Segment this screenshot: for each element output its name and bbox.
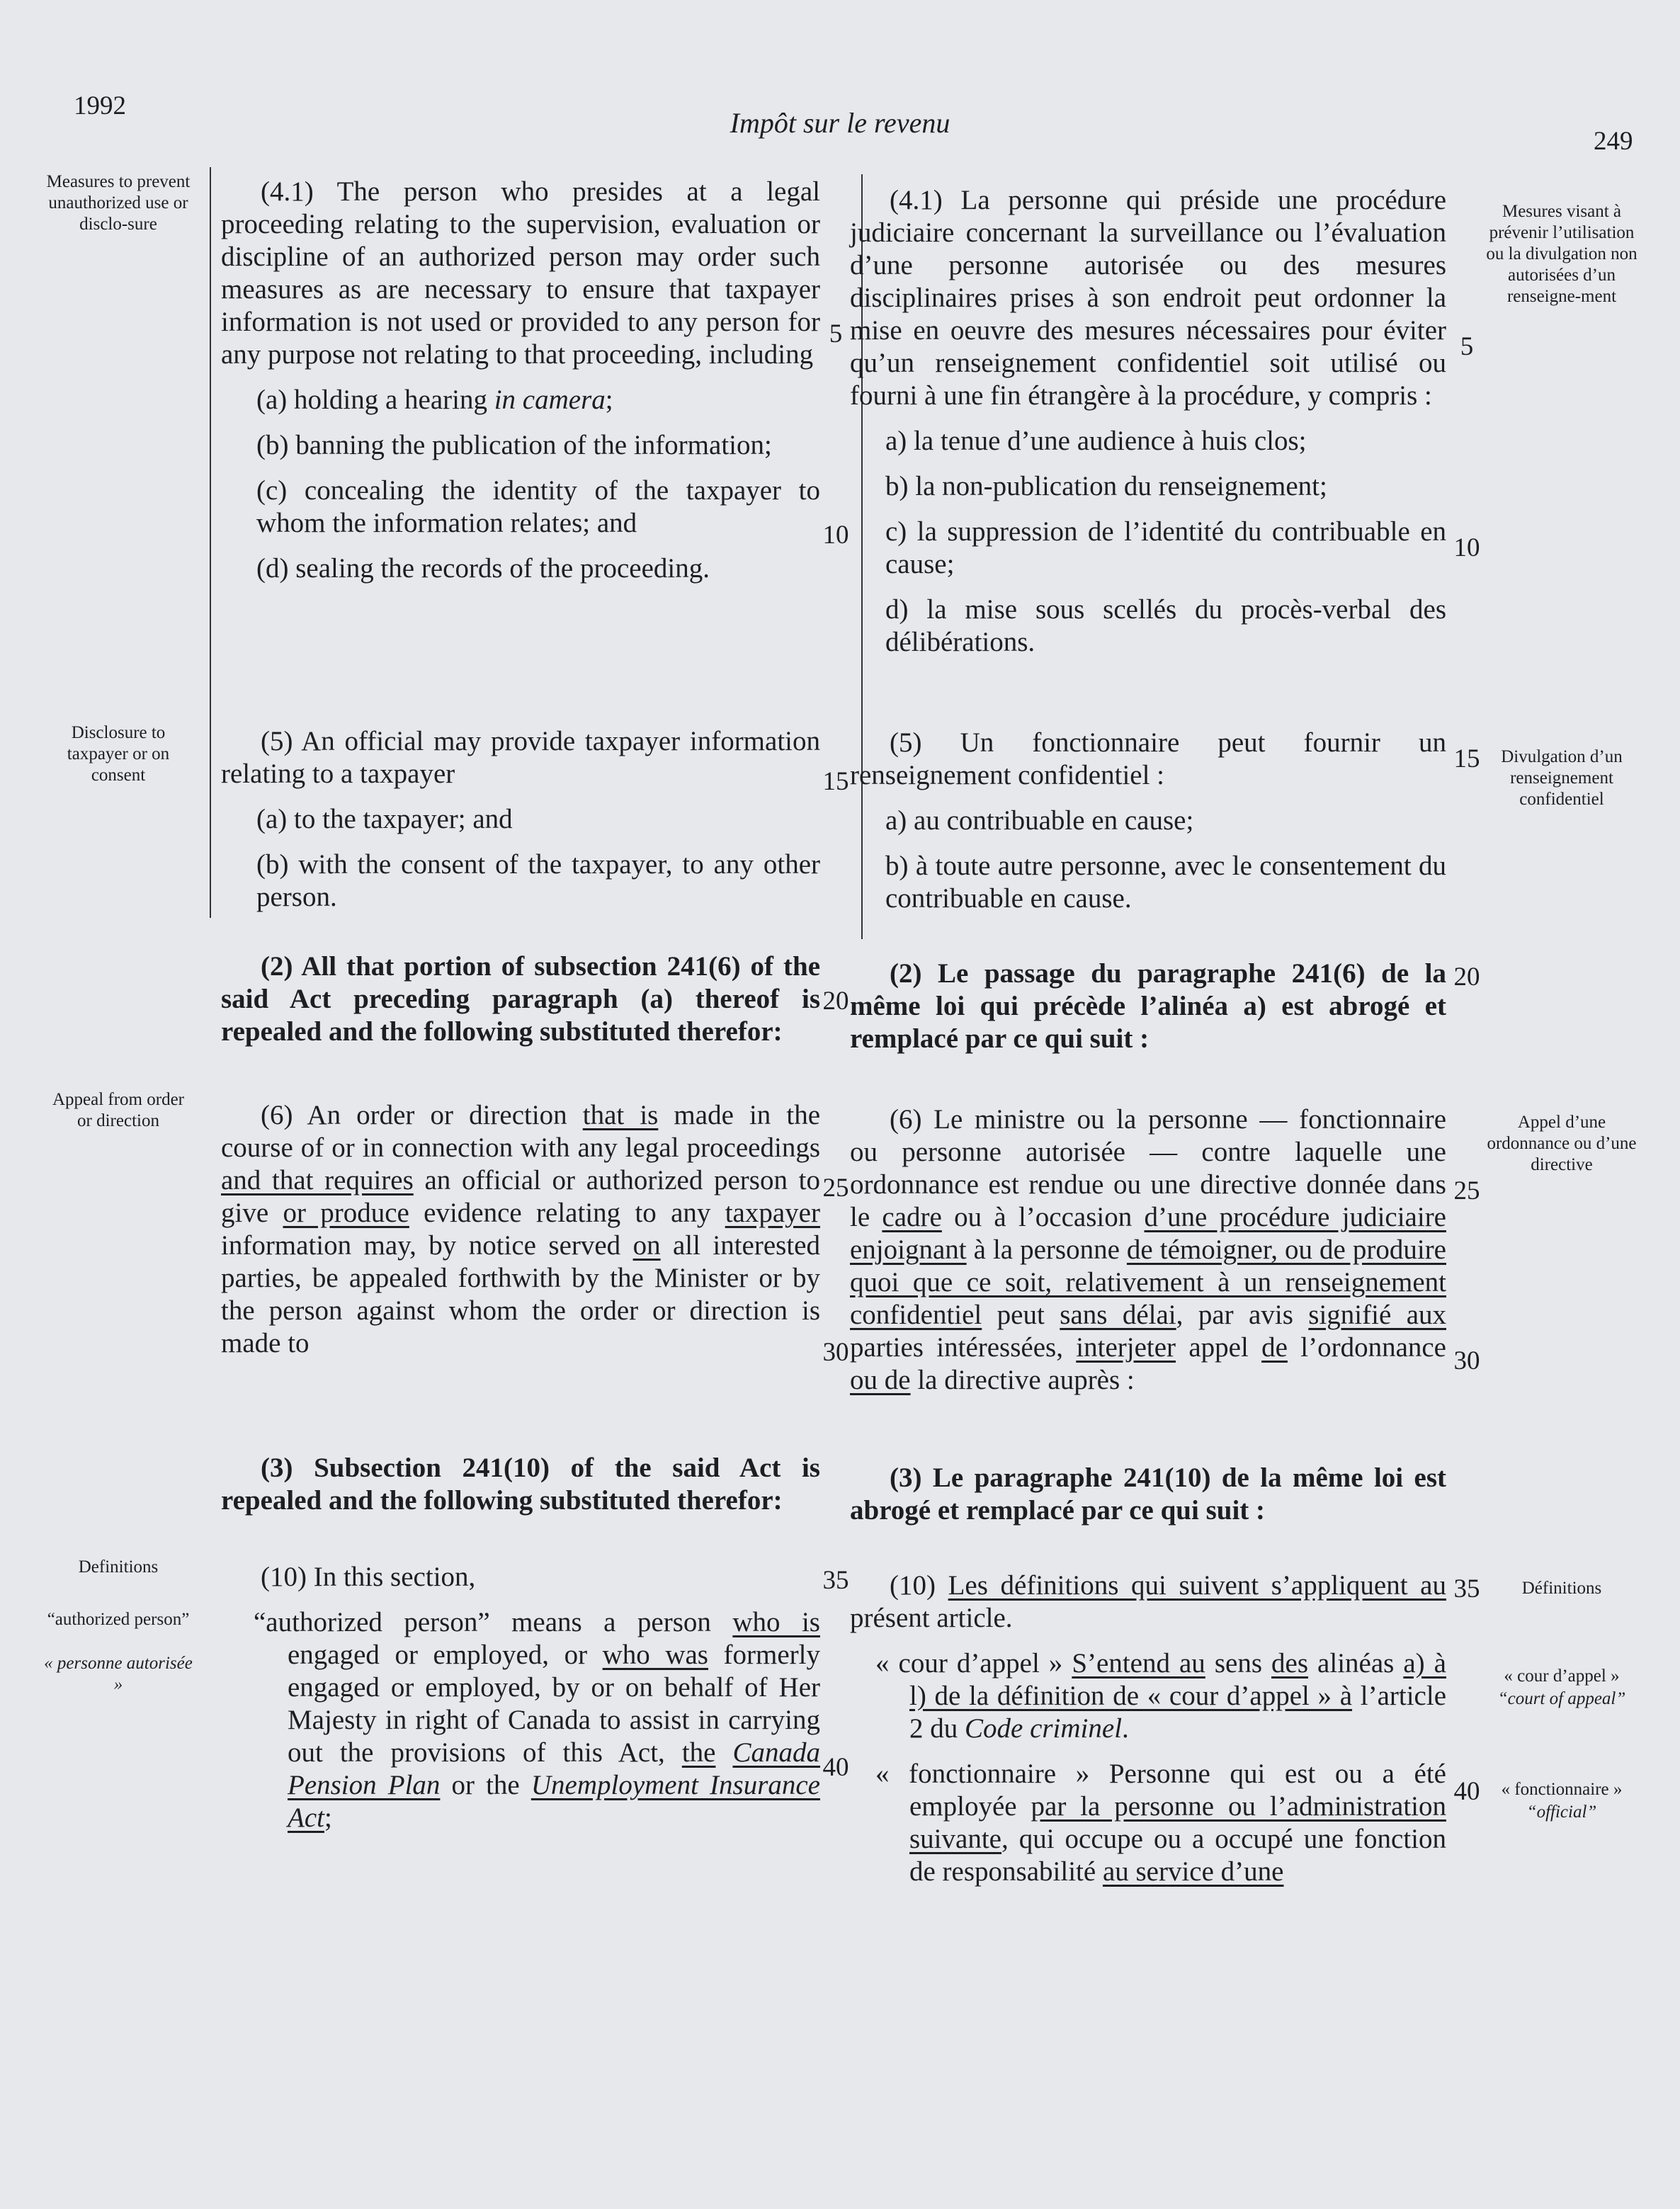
line-number-30: 30 — [822, 1338, 849, 1367]
french-s41-a: a) la tenue d’une audience à huis clos; — [885, 426, 1307, 456]
line-number-right-35: 35 — [1453, 1574, 1480, 1603]
line-number-15: 15 — [822, 767, 849, 796]
margin-note-appel: Appel d’une ordonnance ou d’une directive — [1487, 1113, 1637, 1174]
year: 1992 — [74, 91, 126, 120]
english-s5-a: (a) to the taxpayer; and — [256, 804, 513, 834]
french-s5-a: a) au contribuable en cause; — [885, 805, 1194, 836]
english-s41-d: (d) sealing the records of the proceeding. — [256, 553, 710, 584]
margin-note-divulgation: Divulgation d’un renseignement confidentiel — [1501, 747, 1623, 809]
margin-note-authorized-person: “authorized person” — [47, 1610, 190, 1629]
line-number-5: 5 — [829, 319, 843, 348]
english-amendment-2: (2) All that portion of subsection 241(6) of the said Act preceding paragraph (a) thereof is repealed and the following substituted therefor: — [221, 951, 820, 1047]
page-number: 249 — [1594, 127, 1633, 156]
line-number-right-20: 20 — [1453, 962, 1480, 992]
english-subsection-5 — [221, 725, 820, 926]
margin-note-definitions-fr: Définitions — [1521, 1579, 1602, 1598]
french-amendment-2: (2) Le passage du paragraphe 241(6) de la même loi qui précède l’alinéa a) est abrogé et remplacé par ce qui suit : — [850, 958, 1446, 1054]
english-s41-c: (c) concealing the identity of the taxpayer to whom the information relates; and — [256, 475, 820, 538]
french-s5-b: b) à toute autre personne, avec le consentement du contribuable en cause. — [885, 851, 1446, 914]
french-s41-intro: (4.1) La personne qui préside une procédure judiciaire concernant la surveillance ou l’évaluation d’une personne autorisée ou des mesures disciplinaires prises à son endroit peut ordonner la mise en oeuvre des mesures nécessaires pour éviter qu’un renseignement confidentiel soit utilisé ou fourni à une fin étrangère à la procédure, y compris : — [850, 185, 1446, 411]
line-number-right-30: 30 — [1453, 1346, 1480, 1375]
line-number-right-5: 5 — [1460, 332, 1474, 361]
english-def-authorized-person: “authorized person” means a person who is engaged or employed, or who was formerly engaged or employed, by or on behalf of Her Majesty in right of Canada to assist in carrying out the provisions of this Act, the Canada Pension Plan or the Unemployment Insurance Act; — [254, 1607, 820, 1833]
french-def-fonctionnaire: « fonctionnaire » Personne qui est ou a été employée par la personne ou l’administration suivante, qui occupe ou a occupé une fonction de responsabilité au service d’une — [875, 1759, 1446, 1887]
english-s41-b: (b) banning the publication of the information; — [256, 430, 772, 460]
margin-note-appeal: Appeal from order or direction — [52, 1090, 185, 1130]
english-subsection-4-1 — [221, 176, 820, 598]
french-s41-c: c) la suppression de l’identité du contribuable en cause; — [885, 516, 1446, 579]
line-number-20: 20 — [822, 987, 849, 1016]
margin-note-definitions: Definitions — [78, 1557, 159, 1577]
french-subsection-4-1 — [850, 184, 1446, 671]
english-s5-intro: (5) An official may provide taxpayer information relating to a taxpayer — [221, 726, 820, 789]
french-amendment-3: (3) Le paragraphe 241(10) de la même loi est abrogé et remplacé par ce qui suit : — [850, 1463, 1446, 1526]
english-subsection-6: (6) An order or direction that is made in the course of or in connection with any legal proceedings and that requires an official or authorized person to give or produce evidence relating to any taxpayer information may, by notice served on all interested parties, be appealed forthwith by the Minister or by the person against whom the order or direction is made to — [221, 1100, 821, 1358]
margin-note-mesures: Mesures visant à prévenir l’utilisation ou la divulgation non autorisées d’un renseigne-ment — [1486, 202, 1638, 306]
french-s5-intro: (5) Un fonctionnaire peut fournir un renseignement confidentiel : — [850, 727, 1446, 790]
line-number-right-10: 10 — [1453, 533, 1480, 562]
line-number-25: 25 — [822, 1174, 849, 1203]
french-subsection-10: (10) Les définitions qui suivent s’appliquent au présent article. « cour d’appel » S’entend au sens des alinéas a) à l) de la définition de « cour d’appel » à l’article 2 du Code criminel. « fonctionnaire » Personne qui est ou a été employée par la personne ou l’administration suivante, qui occupe ou a occupé une fonction de responsabilité au service d’une — [850, 1570, 1447, 1887]
line-number-right-15: 15 — [1453, 744, 1480, 773]
margin-note-official: “official” — [1526, 1802, 1597, 1822]
margin-note-disclosure: Disclosure to taxpayer or on consent — [67, 723, 170, 785]
running-title: Impôt sur le revenu — [730, 107, 950, 139]
english-s41-a: (a) holding a hearing in camera; — [256, 385, 613, 415]
line-number-10: 10 — [822, 521, 849, 550]
line-number-35: 35 — [822, 1566, 849, 1595]
french-subsection-6: (6) Le ministre ou la personne — fonctionnaire ou personne autorisée — contre laquelle une ordonnance est rendue ou une directive donnée dans le cadre ou à l’occasion d’une procédure judiciaire enjoignant à la personne de témoigner, ou de produire quoi que ce soit, relativement à un renseignement confidentiel peut sans délai, par avis signifié aux parties intéressées, interjeter appel de l’ordonnance ou de la directive auprès : — [850, 1104, 1447, 1395]
english-s5-b: (b) with the consent of the taxpayer, to any other person. — [256, 849, 820, 912]
french-subsection-5 — [850, 727, 1446, 928]
english-subsection-10: (10) In this section, “authorized person” means a person who is engaged or employed, or who was formerly engaged or employed, by or on behalf of Her Majesty in right of Canada to assist in carrying out the provisions of this Act, the Canada Pension Plan or the Unemployment Insurance Act; — [221, 1561, 820, 1847]
line-number-right-25: 25 — [1453, 1176, 1480, 1205]
margin-note-personne-autorisee: « personne autorisée » — [44, 1654, 193, 1694]
margin-note-fonctionnaire: « fonctionnaire » — [1501, 1780, 1623, 1799]
line-number-40: 40 — [822, 1753, 849, 1782]
french-s41-d: d) la mise sous scellés du procès-verbal des délibérations. — [885, 594, 1446, 657]
english-s41-intro: (4.1) The person who presides at a legal proceeding relating to the supervision, evaluation or discipline of an authorized person may order such measures as are necessary to ensure that taxpayer information is not used or provided to any person for any purpose not relating to that proceeding, including — [221, 176, 820, 370]
margin-note-cour-appel: « cour d’appel » — [1504, 1666, 1620, 1686]
french-s41-b: b) la non-publication du renseignement; — [885, 471, 1327, 501]
line-number-right-40: 40 — [1453, 1777, 1480, 1806]
margin-note-court-of-appeal: “court of appeal” — [1497, 1689, 1626, 1708]
margin-note-measures: Measures to prevent unauthorized use or disclo-sure — [46, 172, 191, 234]
french-def-cour-appel: « cour d’appel » S’entend au sens des alinéas a) à l) de la définition de « cour d’appel » à l’article 2 du Code criminel. — [875, 1648, 1447, 1744]
amendment-bar-left — [210, 167, 211, 918]
english-amendment-3: (3) Subsection 241(10) of the said Act is repealed and the following substituted therefor: — [221, 1453, 820, 1516]
